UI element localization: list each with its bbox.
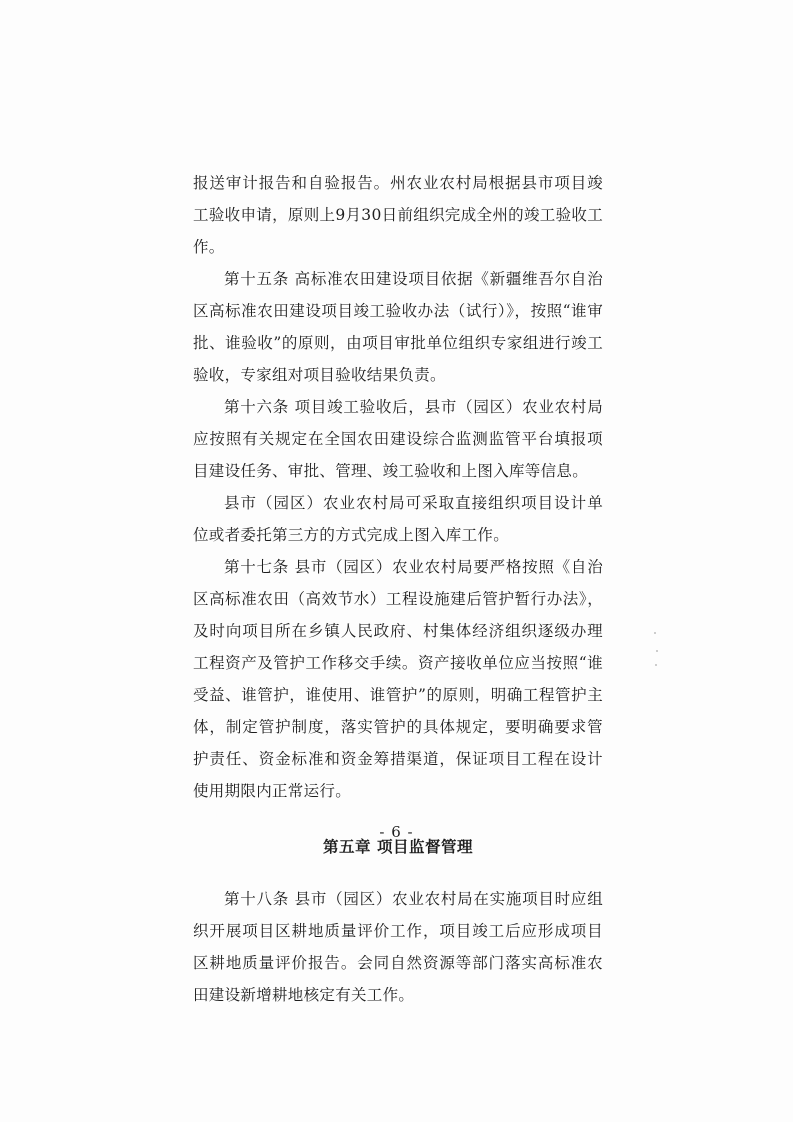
paragraph-article-18: 第十八条 县市（园区）农业农村局在实施项目时应组织开展项目区耕地质量评价工作，项目竣工后应形成项目区耕地质量评价报告。会同自然资源等部门落实高标准农田建设新增耕地核定有关工作。 (193, 890, 603, 1004)
document-body (193, 167, 603, 1011)
paragraph-continuation: 报送审计报告和自验报告。州农业农村局根据县市项目竣工验收申请，原则上9月30日前组织完成全州的竣工验收工作。 (193, 174, 603, 256)
scan-speck (655, 664, 657, 666)
paragraph-article-16-cont: 县市（园区）农业农村局可采取直接组织项目设计单位或者委托第三方的方式完成上图入库工作。 (193, 494, 603, 544)
paragraph-article-16: 第十六条 项目竣工验收后，县市（园区）农业农村局应按照有关规定在全国农田建设综合监测监管平台填报项目建设任务、审批、管理、竣工验收和上图入库等信息。 (193, 398, 603, 480)
scan-speck (654, 632, 656, 634)
article-section-after (193, 883, 603, 1011)
paragraph-article-17: 第十七条 县市（园区）农业农村局要严格按照《自治区高标准农田（高效节水）工程设施建后管护暂行办法》，及时向项目所在乡镇人民政府、村集体经济组织逐级办理工程资产及管护工作移交手续。资产接收单位应当按照“谁受益、谁管护，谁使用、谁管护”的原则，明确工程管护主体，制定管护制度，落实管护的具体规定，要明确要求管护责任、资金标准和资金筹措渠道，保证项目工程在设计使用期限内正常运行。 (193, 558, 603, 800)
paragraph-article-15: 第十五条 高标准农田建设项目依据《新疆维吾尔自治区高标准农田建设项目竣工验收办法（试行）》，按照“谁审批、谁验收”的原则，由项目审批单位组织专家组进行竣工验收，专家组对项目验收结果负责。 (193, 270, 603, 384)
page-number: - 6 - (379, 823, 414, 841)
article-section-before (193, 167, 603, 807)
scan-speck (656, 650, 658, 652)
chapter-heading: 第五章 项目监督管理 (323, 838, 473, 856)
